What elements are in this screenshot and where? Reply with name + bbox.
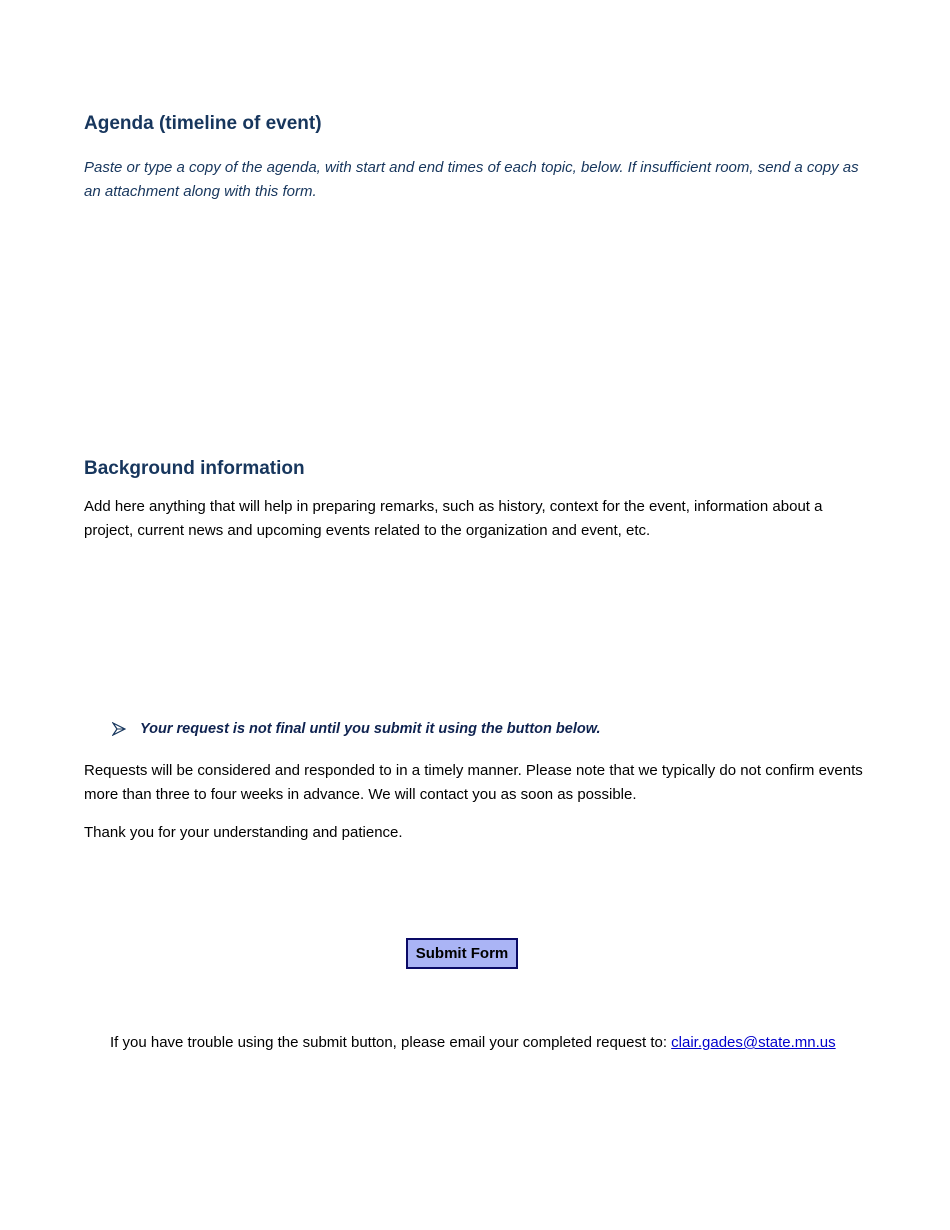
background-instructions: Add here anything that will help in preparing remarks, such as history, context for the event, information about a project, current news and upcoming events related to the organization and event, etc. xyxy=(84,498,823,539)
agenda-text-field[interactable] xyxy=(84,210,864,440)
contact-email-link[interactable]: clair.gades@state.mn.us xyxy=(671,1034,836,1051)
background-heading: Background information xyxy=(84,458,305,479)
background-text-field[interactable] xyxy=(84,550,864,700)
agenda-instructions: Paste or type a copy of the agenda, with start and end times of each topic, below. If insufficient room, send a copy as an attachment along with this form. xyxy=(84,159,859,200)
arrow-bullet-icon xyxy=(112,722,128,736)
submit-notice-text: Your request is not final until you submit it using the button below. xyxy=(140,721,601,737)
submit-form-button[interactable]: Submit Form xyxy=(406,938,518,969)
footer-text: If you have trouble using the submit button, please email your completed request to: xyxy=(110,1034,672,1051)
footer-contact xyxy=(110,1034,836,1051)
submit-notice xyxy=(112,721,601,737)
response-policy-text: Requests will be considered and responded to in a timely manner. Please note that we typically do not confirm events more than three to four weeks in advance. We will contact you as soon as possible. xyxy=(84,762,863,803)
agenda-heading: Agenda (timeline of event) xyxy=(84,113,322,134)
thank-you-text: Thank you for your understanding and patience. xyxy=(84,824,403,841)
